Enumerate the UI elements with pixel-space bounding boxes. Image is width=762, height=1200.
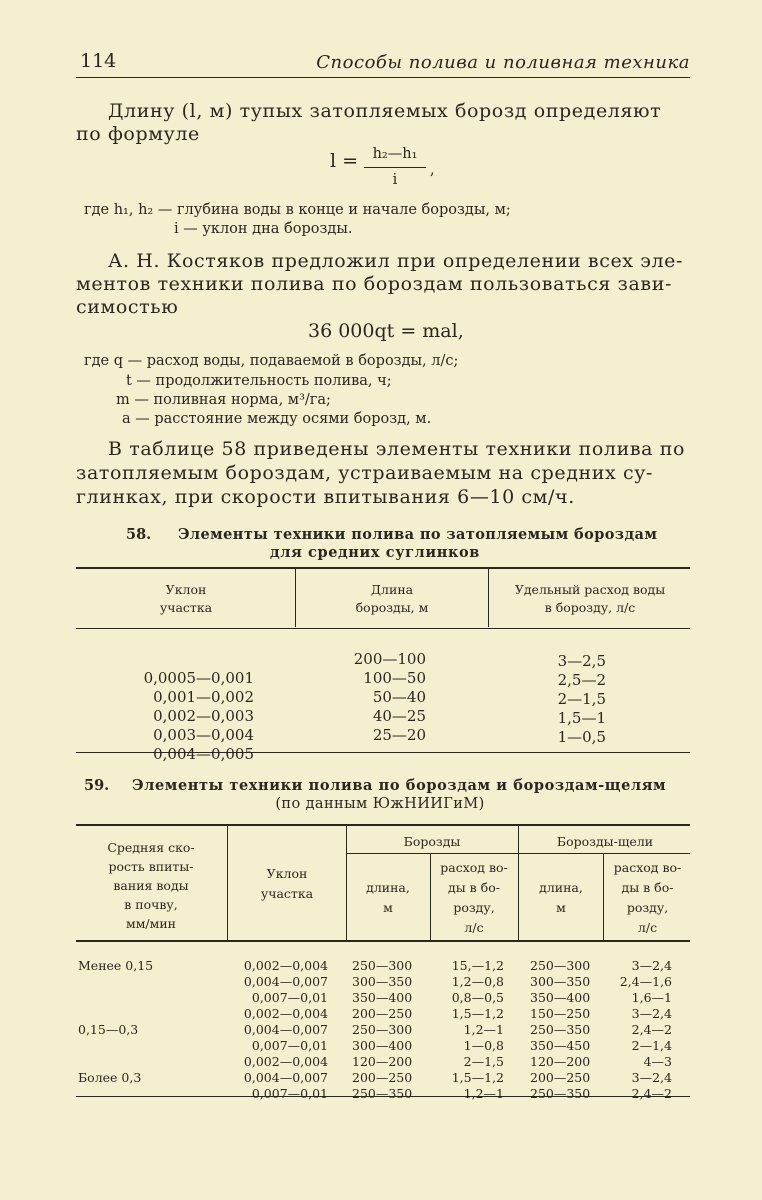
table58-header-length: Длина: [370, 582, 414, 597]
table58-number: 58.: [126, 526, 152, 543]
where1-line: i — уклон дна борозды.: [174, 221, 353, 237]
header-line: ды в бо-: [621, 880, 674, 895]
table59-cell: [78, 1086, 226, 1102]
header-line: вания воды: [113, 878, 189, 893]
table59-cell: 300—400: [352, 1038, 413, 1053]
header-line: Средняя ско-: [107, 840, 195, 855]
table59-col-furrow-length: [352, 958, 428, 1102]
table59-cell: 3—2,4: [631, 1006, 672, 1021]
para3-line: затопляемым бороздам, устраиваемым на средних су-: [76, 462, 654, 484]
table59-cell: 1,6—1: [631, 990, 672, 1005]
table59-header-slit-flow: [605, 858, 690, 938]
header-line: ды в бо-: [448, 880, 500, 895]
header-line: в почву,: [124, 897, 178, 912]
table58-cell: 1—0,5: [557, 728, 606, 746]
table59-divider: [227, 826, 228, 940]
table59-cell: 2,4—2: [631, 1086, 672, 1101]
table59-divider: [430, 853, 431, 940]
table58-header-rule: [76, 628, 690, 629]
table58-caption: Элементы техники полива по затопляемым бороздам: [178, 526, 658, 543]
table59-bottom-rule: [76, 1096, 690, 1097]
table59-cell: 1,5—1,2: [451, 1006, 504, 1021]
table58-cell: 40—25: [372, 707, 426, 725]
table58-caption: для средних суглинков: [270, 544, 480, 561]
table59-cell: 250—300: [352, 958, 413, 973]
table58-cell: 3—2,5: [557, 652, 606, 670]
table59-cell: 1,2—1: [463, 1086, 504, 1101]
table58-cell: 0,003—0,004: [153, 726, 254, 744]
table59-cell: 4—3: [643, 1054, 672, 1069]
table59-cell: 1,5—1,2: [451, 1070, 504, 1085]
table59-cell: 0,007—0,01: [251, 990, 328, 1005]
table58-cell: 0,004—0,005: [153, 745, 254, 763]
where2-line: a — расстояние между осями борозд, м.: [122, 411, 432, 427]
table58-divider: [295, 569, 296, 627]
table59-cell: 250—350: [530, 1086, 591, 1101]
header-line: м: [383, 900, 393, 915]
table59-cell: [78, 1054, 226, 1070]
table59-divider: [518, 826, 519, 940]
header-line: расход во-: [613, 860, 682, 875]
header-line: м: [556, 900, 566, 915]
table59-cell: 200—250: [352, 1006, 413, 1021]
table59-cell: 120—200: [530, 1054, 591, 1069]
table59-cell: 120—200: [352, 1054, 413, 1069]
table59-col-furrow-flow: [434, 958, 504, 1102]
where2-line: m — поливная норма, м³/га;: [116, 392, 331, 408]
table59-cell: 0,002—0,004: [243, 1054, 328, 1069]
running-title: Способы полива и поливная техника: [316, 52, 690, 73]
table59-cell: Более 0,3: [78, 1070, 142, 1085]
table59-cell: 15,—1,2: [451, 958, 504, 973]
table59-cell: 200—250: [530, 1070, 591, 1085]
table58-top-rule: [76, 567, 690, 569]
table59-header-furrow-length: [348, 878, 428, 918]
table58-bottom-rule: [76, 752, 690, 753]
para1-line: по формуле: [76, 123, 200, 145]
table58-cell: 0,002—0,003: [153, 707, 254, 725]
table59-cell: [78, 974, 226, 990]
table59-cell: 1—0,8: [463, 1038, 504, 1053]
table59-col-slit-flow: [606, 958, 672, 1102]
table59-cell: 2,4—1,6: [619, 974, 672, 989]
table59-cell: [78, 1038, 226, 1054]
page-number: 114: [80, 50, 117, 72]
table59-header-slope: [230, 864, 344, 904]
para3-line: глинках, при скорости впитывания 6—10 см/ч.: [76, 486, 575, 508]
table59-header-slit-length: [520, 878, 602, 918]
table59-cell: 3—2,4: [631, 958, 672, 973]
table59-cell: 300—350: [530, 974, 591, 989]
header-line: расход во-: [440, 860, 508, 875]
formula1-tail: ,: [430, 162, 435, 178]
table59-caption: (по данным ЮжНИИГиМ): [275, 796, 485, 812]
table59-divider: [603, 853, 604, 940]
table59-cell: 250—350: [530, 1022, 591, 1037]
table59-cell: [78, 990, 226, 1006]
para1-line: Длину (l, м) тупых затопляемых борозд определяют: [108, 100, 662, 122]
table59-cell: 2—1,4: [631, 1038, 672, 1053]
header-line: длина,: [539, 880, 583, 895]
header-line: мм/мин: [125, 916, 177, 931]
formula2: 36 000qt = mal,: [308, 320, 464, 342]
header-line: Уклон: [266, 866, 308, 881]
table59-header-slit-furrows: Борозды-щели: [556, 834, 654, 849]
table58-header-slope: Уклон: [165, 582, 207, 597]
formula1-numerator: h₂—h₁: [372, 146, 418, 162]
table59-top-rule: [76, 824, 690, 826]
header-line: розду,: [453, 900, 495, 915]
formula1-lhs: l =: [330, 150, 359, 172]
table58-cell: 1,5—1: [557, 709, 606, 727]
table59-col-slope: [230, 958, 328, 1102]
table59-cell: 1,2—1: [463, 1022, 504, 1037]
header-rule: [76, 77, 690, 78]
table59-cell: 350—400: [530, 990, 591, 1005]
header-line: участка: [260, 886, 314, 901]
table58-header-slope: участка: [159, 600, 213, 615]
header-line: длина,: [366, 880, 410, 895]
table58-header-length: борозды, м: [355, 600, 429, 615]
where1-line: где h₁, h₂ — глубина воды в конце и начале борозды, м;: [84, 202, 511, 218]
table59-header-rule: [76, 940, 690, 942]
table59-cell: 250—300: [530, 958, 591, 973]
table59-cell: [78, 1006, 226, 1022]
table59-cell: 250—300: [352, 1022, 413, 1037]
table59-group-rule: [346, 853, 690, 854]
formula1-fraction-bar: [364, 167, 426, 168]
table59-cell: 0,002—0,004: [243, 1006, 328, 1021]
table59-cell: 300—350: [352, 974, 413, 989]
table59-cell: 0,004—0,007: [243, 974, 328, 989]
table59-cell: 1,2—0,8: [451, 974, 504, 989]
para2-line: ментов техники полива по бороздам пользоваться зави-: [76, 273, 673, 295]
table58-cell: 0,0005—0,001: [143, 669, 254, 687]
table58-cell: 100—50: [363, 669, 426, 687]
table59-cell: 0,004—0,007: [243, 1070, 328, 1085]
table59-header-furrows: Борозды: [403, 834, 461, 849]
table58-divider: [488, 569, 489, 627]
table59-cell: Менее 0,15: [78, 958, 154, 973]
para2-line: А. Н. Костяков предложил при определении всех эле-: [108, 250, 684, 272]
table59-divider: [346, 826, 347, 940]
table59-cell: 0,004—0,007: [243, 1022, 328, 1037]
table59-cell: 150—250: [530, 1006, 591, 1021]
header-line: л/с: [637, 920, 658, 935]
table59-cell: 200—250: [352, 1070, 413, 1085]
table59-cell: 0,15—0,3: [78, 1022, 139, 1037]
table58-col-flow: [520, 652, 606, 747]
table58-cell: 25—20: [372, 726, 426, 744]
table59-cell: 2—1,5: [463, 1054, 504, 1069]
table59-caption: Элементы техники полива по бороздам и бороздам-щелям: [132, 777, 667, 794]
table58-cell: 50—40: [372, 688, 426, 706]
table59-cell: 2,4—2: [631, 1022, 672, 1037]
header-line: рость впиты-: [108, 859, 194, 874]
table59-cell: 350—400: [352, 990, 413, 1005]
table59-cell: 250—350: [352, 1086, 413, 1101]
table59-cell: 0,002—0,004: [243, 958, 328, 973]
table58-header-flow: в борозду, л/с: [544, 600, 636, 615]
para2-line: симостью: [76, 296, 179, 318]
table59-col-rate: [78, 958, 226, 1102]
table58-cell: 2—1,5: [557, 690, 606, 708]
formula1-denominator: i: [392, 172, 398, 188]
table58-cell: 0,001—0,002: [153, 688, 254, 706]
table59-cell: 0,007—0,01: [251, 1038, 328, 1053]
table59-number: 59.: [84, 777, 110, 794]
table59-col-slit-length: [530, 958, 602, 1102]
table59-cell: 350—450: [530, 1038, 591, 1053]
table58-col-length: [330, 650, 426, 745]
table59-cell: 0,8—0,5: [451, 990, 504, 1005]
where2-line: где q — расход воды, подаваемой в борозды, л/с;: [84, 353, 459, 369]
table59-header-furrow-flow: [432, 858, 516, 938]
table58-cell: 2,5—2: [557, 671, 606, 689]
table58-cell: 200—100: [353, 650, 426, 668]
para3-line: В таблице 58 приведены элементы техники полива по: [108, 438, 686, 460]
table59-header-rate: [76, 838, 226, 933]
table58-col-slope: [100, 650, 254, 783]
header-line: розду,: [626, 900, 669, 915]
header-line: л/с: [464, 920, 484, 935]
table59-cell: 3—2,4: [631, 1070, 672, 1085]
table58-header-flow: Удельный расход воды: [514, 582, 666, 597]
where2-line: t — продолжительность полива, ч;: [126, 373, 392, 389]
table59-cell: 0,007—0,01: [251, 1086, 328, 1101]
